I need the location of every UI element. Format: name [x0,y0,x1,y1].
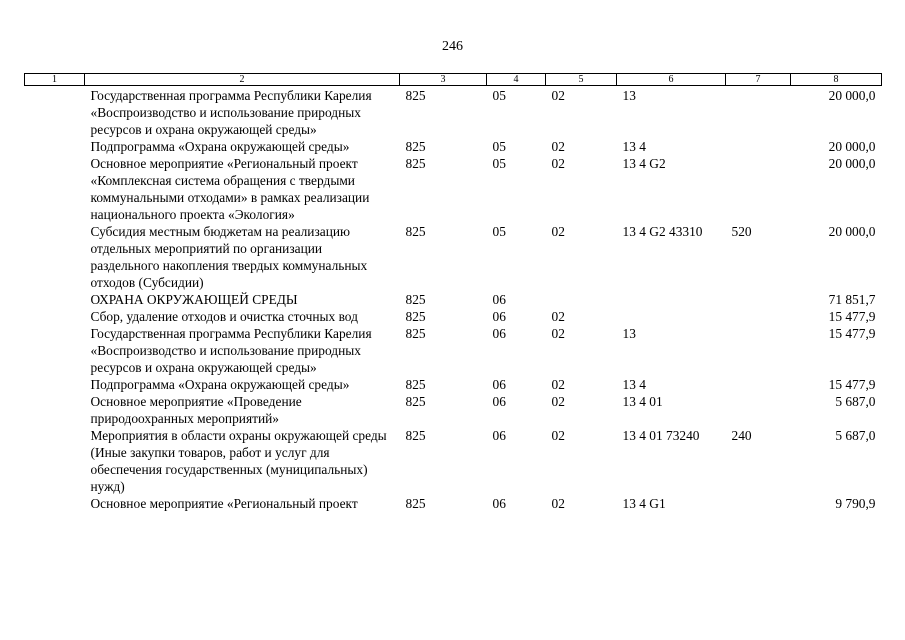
cell-number [25,325,85,376]
cell-section: 06 [492,428,506,443]
cell-target-article: 13 4 G1 [622,496,666,511]
cell-subsection: 02 [551,496,565,511]
column-header-5: 5 [546,74,617,86]
column-header-7: 7 [726,74,791,86]
cell-name: Государственная программа Республики Карелия «Воспроизводство и использование природных ресурсов и охрана окружающей среды» [90,326,372,375]
table-row [25,308,882,325]
cell-number [25,223,85,291]
cell-number [25,495,85,512]
cell-target-article [617,291,726,308]
cell-section: 06 [492,309,506,324]
cell-ministry-code: 825 [405,156,426,171]
column-header-6: 6 [617,74,726,86]
cell-section: 05 [492,224,506,239]
cell-subsection: 02 [551,377,565,392]
cell-expense-type: 240 [731,428,752,443]
cell-name: Мероприятия в области охраны окружающей среды (Иные закупки товаров, работ и услуг для обеспечения государственных (муниципальных) нужд) [90,428,387,494]
cell-amount: 5 687,0 [835,394,876,409]
cell-ministry-code: 825 [405,428,426,443]
cell-amount: 20 000,0 [828,224,876,239]
cell-expense-type [726,291,791,308]
column-header-3: 3 [400,74,487,86]
cell-section: 05 [492,156,506,171]
cell-amount: 20 000,0 [828,139,876,154]
column-header-1: 1 [25,74,85,86]
cell-name: Основное мероприятие «Региональный проект «Комплексная система обращения с твердыми коммунальными отходами» в рамках реализации национального проекта «Экология» [90,156,370,222]
cell-ministry-code: 825 [405,224,426,239]
cell-amount: 15 477,9 [828,326,876,341]
cell-number [25,86,85,139]
table-row [25,291,882,308]
cell-ministry-code: 825 [405,88,426,103]
cell-section: 06 [492,292,506,307]
cell-name: Сбор, удаление отходов и очистка сточных вод [90,309,358,324]
cell-target-article: 13 [622,88,636,103]
cell-subsection: 02 [551,224,565,239]
column-header-4: 4 [487,74,546,86]
cell-amount: 71 851,7 [828,292,876,307]
cell-expense-type [726,86,791,139]
table-row [25,155,882,223]
cell-expense-type [726,138,791,155]
cell-name: Субсидия местным бюджетам на реализацию отдельных мероприятий по организации раздельного накопления твердых коммунальных отходов (Субсидии) [90,224,368,290]
table-row [25,325,882,376]
cell-section: 06 [492,394,506,409]
cell-section: 06 [492,377,506,392]
cell-subsection: 02 [551,428,565,443]
cell-ministry-code: 825 [405,496,426,511]
cell-expense-type [726,325,791,376]
cell-name: Государственная программа Республики Карелия «Воспроизводство и использование природных ресурсов и охрана окружающей среды» [90,88,372,137]
cell-name: Основное мероприятие «Проведение природоохранных мероприятий» [90,394,302,426]
cell-expense-type [726,376,791,393]
cell-subsection: 02 [551,88,565,103]
cell-number [25,138,85,155]
table-row [25,393,882,427]
cell-target-article: 13 4 [622,139,646,154]
column-header-2: 2 [85,74,400,86]
page-number: 246 [442,39,463,54]
header-row [25,74,882,86]
cell-ministry-code: 825 [405,292,426,307]
cell-number [25,376,85,393]
cell-subsection: 02 [551,394,565,409]
cell-target-article: 13 4 [622,377,646,392]
cell-number [25,308,85,325]
cell-subsection: 02 [551,326,565,341]
cell-subsection [546,291,617,308]
cell-number [25,427,85,495]
cell-name: Основное мероприятие «Региональный проект [90,496,358,511]
cell-amount: 20 000,0 [828,156,876,171]
cell-expense-type [726,495,791,512]
cell-target-article: 13 4 G2 43310 [622,224,703,239]
table-row [25,223,882,291]
cell-subsection: 02 [551,139,565,154]
cell-expense-type [726,308,791,325]
table-row [25,427,882,495]
cell-target-article [617,308,726,325]
cell-number [25,291,85,308]
table-row [25,495,882,512]
table-row [25,86,882,139]
budget-table [24,73,882,512]
cell-name: Подпрограмма «Охрана окружающей среды» [90,139,350,154]
table-row [25,376,882,393]
cell-name: ОХРАНА ОКРУЖАЮЩЕЙ СРЕДЫ [90,292,298,307]
cell-section: 06 [492,496,506,511]
cell-expense-type [726,393,791,427]
cell-ministry-code: 825 [405,309,426,324]
cell-amount: 20 000,0 [828,88,876,103]
cell-expense-type [726,155,791,223]
cell-section: 05 [492,139,506,154]
cell-section: 06 [492,326,506,341]
cell-target-article: 13 4 G2 [622,156,666,171]
cell-number [25,393,85,427]
cell-amount: 15 477,9 [828,309,876,324]
cell-section: 05 [492,88,506,103]
cell-ministry-code: 825 [405,326,426,341]
table-row [25,138,882,155]
cell-target-article: 13 [622,326,636,341]
cell-target-article: 13 4 01 73240 [622,428,700,443]
cell-target-article: 13 4 01 [622,394,663,409]
cell-subsection: 02 [551,309,565,324]
cell-subsection: 02 [551,156,565,171]
cell-amount: 15 477,9 [828,377,876,392]
cell-ministry-code: 825 [405,139,426,154]
cell-amount: 5 687,0 [835,428,876,443]
cell-number [25,155,85,223]
cell-amount: 9 790,9 [835,496,876,511]
table-body [25,86,882,513]
cell-ministry-code: 825 [405,377,426,392]
column-header-8: 8 [791,74,882,86]
cell-ministry-code: 825 [405,394,426,409]
cell-name: Подпрограмма «Охрана окружающей среды» [90,377,350,392]
cell-expense-type: 520 [731,224,752,239]
